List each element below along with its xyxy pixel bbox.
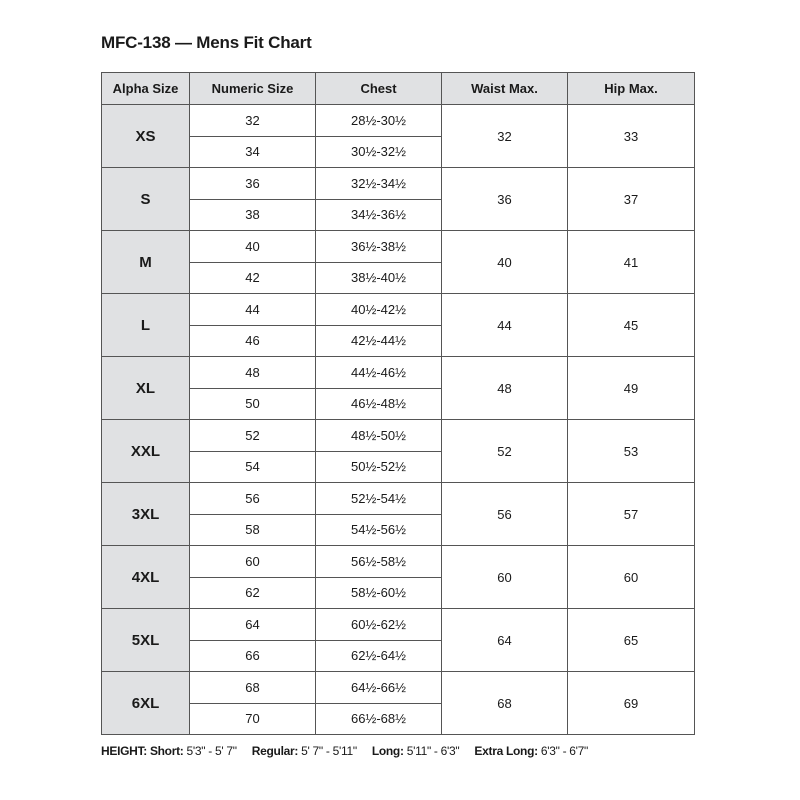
alpha-size-cell: XL — [102, 357, 190, 420]
table-row — [102, 168, 695, 200]
table-row — [102, 357, 695, 389]
header-numeric-size: Numeric Size — [190, 73, 316, 105]
table-row — [102, 105, 695, 137]
height-short-range: 5'3" - 5' 7" — [186, 744, 237, 758]
chest-cell: 50½-52½ — [316, 451, 442, 483]
chest-cell: 36½-38½ — [316, 231, 442, 263]
chest-cell: 58½-60½ — [316, 577, 442, 609]
numeric-size-cell: 46 — [190, 325, 316, 357]
chest-cell: 60½-62½ — [316, 609, 442, 641]
table-row — [102, 609, 695, 641]
table-row — [102, 420, 695, 452]
waist-max-cell: 32 — [442, 105, 568, 168]
alpha-size-cell: XXL — [102, 420, 190, 483]
chest-cell: 44½-46½ — [316, 357, 442, 389]
alpha-size-cell: 5XL — [102, 609, 190, 672]
numeric-size-cell: 60 — [190, 546, 316, 578]
numeric-size-cell: 68 — [190, 672, 316, 704]
height-long-label: Long: — [371, 744, 404, 758]
alpha-size-cell: L — [102, 294, 190, 357]
fit-chart-body — [102, 105, 695, 735]
waist-max-cell: 56 — [442, 483, 568, 546]
waist-max-cell: 64 — [442, 609, 568, 672]
chest-cell: 34½-36½ — [316, 199, 442, 231]
table-row — [102, 231, 695, 263]
waist-max-cell: 52 — [442, 420, 568, 483]
table-row — [102, 294, 695, 326]
numeric-size-cell: 58 — [190, 514, 316, 546]
table-row — [102, 546, 695, 578]
numeric-size-cell: 48 — [190, 357, 316, 389]
numeric-size-cell: 40 — [190, 231, 316, 263]
chest-cell: 64½-66½ — [316, 672, 442, 704]
height-regular-label: Regular: — [251, 744, 299, 758]
chest-cell: 66½-68½ — [316, 703, 442, 735]
chest-cell: 54½-56½ — [316, 514, 442, 546]
numeric-size-cell: 54 — [190, 451, 316, 483]
header-row — [102, 73, 695, 105]
waist-max-cell: 48 — [442, 357, 568, 420]
numeric-size-cell: 64 — [190, 609, 316, 641]
hip-max-cell: 37 — [568, 168, 695, 231]
table-row — [102, 483, 695, 515]
table-row — [102, 672, 695, 704]
alpha-size-cell: 3XL — [102, 483, 190, 546]
hip-max-cell: 53 — [568, 420, 695, 483]
numeric-size-cell: 62 — [190, 577, 316, 609]
chest-cell: 32½-34½ — [316, 168, 442, 200]
chest-cell: 30½-32½ — [316, 136, 442, 168]
hip-max-cell: 45 — [568, 294, 695, 357]
hip-max-cell: 49 — [568, 357, 695, 420]
numeric-size-cell: 38 — [190, 199, 316, 231]
hip-max-cell: 33 — [568, 105, 695, 168]
numeric-size-cell: 36 — [190, 168, 316, 200]
numeric-size-cell: 52 — [190, 420, 316, 452]
waist-max-cell: 44 — [442, 294, 568, 357]
height-label: HEIGHT: — [101, 744, 147, 758]
numeric-size-cell: 34 — [190, 136, 316, 168]
chest-cell: 56½-58½ — [316, 546, 442, 578]
header-chest: Chest — [316, 73, 442, 105]
page-title: MFC-138 — Mens Fit Chart — [101, 33, 312, 52]
alpha-size-cell: XS — [102, 105, 190, 168]
numeric-size-cell: 70 — [190, 703, 316, 735]
alpha-size-cell: M — [102, 231, 190, 294]
numeric-size-cell: 66 — [190, 640, 316, 672]
header-hip-max: Hip Max. — [568, 73, 695, 105]
height-extra-long-range: 6'3" - 6'7" — [540, 744, 589, 758]
height-regular-range: 5' 7" - 5'11" — [301, 744, 357, 758]
chest-cell: 42½-44½ — [316, 325, 442, 357]
fit-chart-table — [101, 72, 695, 735]
hip-max-cell: 57 — [568, 483, 695, 546]
chest-cell: 48½-50½ — [316, 420, 442, 452]
height-short-label: Short: — [149, 744, 184, 758]
header-waist-max: Waist Max. — [442, 73, 568, 105]
height-footer — [101, 744, 588, 758]
chest-cell: 40½-42½ — [316, 294, 442, 326]
chest-cell: 38½-40½ — [316, 262, 442, 294]
numeric-size-cell: 56 — [190, 483, 316, 515]
header-alpha-size: Alpha Size — [102, 73, 190, 105]
height-extra-long-label: Extra Long: — [474, 744, 538, 758]
alpha-size-cell: 6XL — [102, 672, 190, 735]
numeric-size-cell: 50 — [190, 388, 316, 420]
waist-max-cell: 68 — [442, 672, 568, 735]
hip-max-cell: 65 — [568, 609, 695, 672]
chest-cell: 62½-64½ — [316, 640, 442, 672]
chest-cell: 28½-30½ — [316, 105, 442, 137]
chest-cell: 46½-48½ — [316, 388, 442, 420]
waist-max-cell: 60 — [442, 546, 568, 609]
waist-max-cell: 40 — [442, 231, 568, 294]
hip-max-cell: 41 — [568, 231, 695, 294]
chest-cell: 52½-54½ — [316, 483, 442, 515]
alpha-size-cell: 4XL — [102, 546, 190, 609]
numeric-size-cell: 42 — [190, 262, 316, 294]
numeric-size-cell: 32 — [190, 105, 316, 137]
height-long-range: 5'11" - 6'3" — [406, 744, 460, 758]
waist-max-cell: 36 — [442, 168, 568, 231]
hip-max-cell: 69 — [568, 672, 695, 735]
numeric-size-cell: 44 — [190, 294, 316, 326]
hip-max-cell: 60 — [568, 546, 695, 609]
alpha-size-cell: S — [102, 168, 190, 231]
